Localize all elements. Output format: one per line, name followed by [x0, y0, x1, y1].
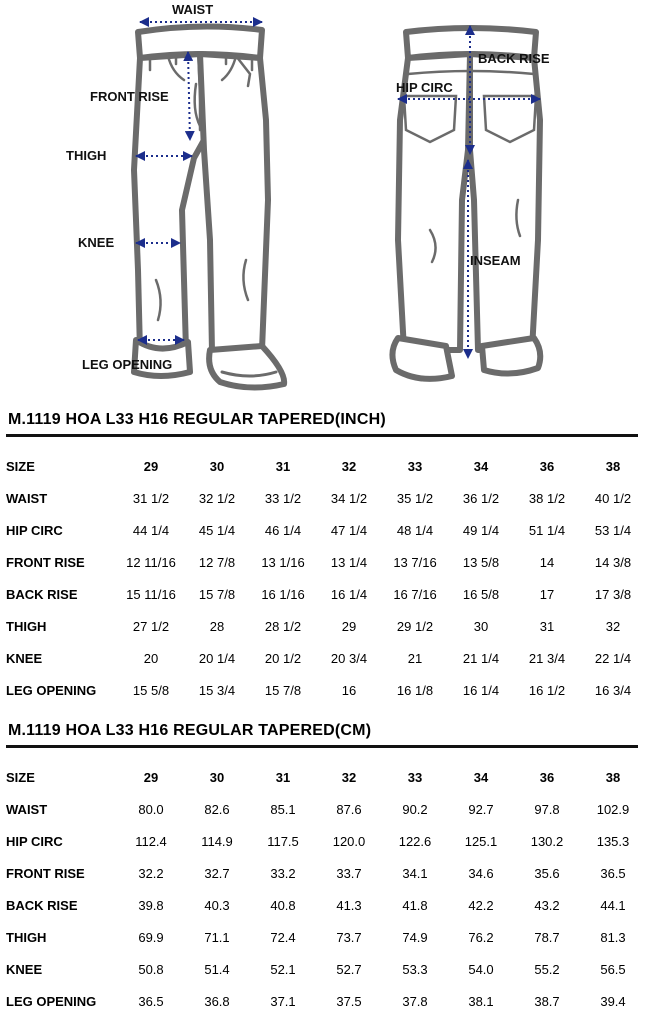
measurement-value: 38 1/2 — [528, 490, 566, 506]
size-header-cell: 31 — [275, 769, 291, 785]
measurement-value: 31 — [539, 619, 555, 635]
measurement-label: LEG OPENING — [6, 994, 97, 1010]
measurement-value: 35.6 — [534, 865, 560, 881]
measurement-value: 13 7/16 — [393, 554, 437, 570]
measurement-value: 29 1/2 — [396, 619, 434, 635]
measurement-value: 69.9 — [138, 930, 164, 946]
table-row — [0, 954, 646, 986]
size-header-row — [0, 450, 646, 482]
measurement-label: KNEE — [6, 651, 43, 667]
measurement-value: 38.7 — [534, 994, 560, 1010]
measurement-value: 15 3/4 — [198, 683, 236, 699]
size-header-cell: 32 — [341, 769, 357, 785]
measurement-value: 82.6 — [204, 801, 230, 817]
measurement-value: 15 11/16 — [126, 586, 176, 602]
measurement-value: 36.8 — [204, 994, 230, 1010]
measurement-value: 74.9 — [402, 930, 428, 946]
measurement-value: 21 3/4 — [528, 651, 566, 667]
size-header-cell: 34 — [473, 458, 489, 474]
measurement-value: 36.5 — [138, 994, 164, 1010]
measurement-value: 44.1 — [600, 897, 626, 913]
measurement-value: 92.7 — [468, 801, 494, 817]
measurement-label: HIP CIRC — [6, 522, 63, 538]
measurement-value: 112.4 — [135, 833, 167, 849]
front-view-jeans — [134, 26, 284, 387]
measurement-value: 87.6 — [336, 801, 362, 817]
size-header-cell: 30 — [209, 769, 225, 785]
measurement-value: 85.1 — [270, 801, 296, 817]
measurement-value: 130.2 — [530, 833, 564, 849]
measurement-value: 76.2 — [468, 930, 494, 946]
measurement-value: 37.8 — [402, 994, 428, 1010]
measurement-value: 32.7 — [204, 865, 230, 881]
measurement-value: 47 1/4 — [330, 522, 368, 538]
measurement-value: 125.1 — [464, 833, 498, 849]
table-row — [0, 793, 646, 825]
table-row — [0, 675, 646, 707]
measurement-value: 40.3 — [204, 897, 230, 913]
measurement-value: 51.4 — [204, 962, 230, 978]
size-header-cell: 34 — [473, 769, 489, 785]
table-row — [0, 514, 646, 546]
measurement-value: 46 1/4 — [264, 522, 302, 538]
measurement-value: 56.5 — [600, 962, 626, 978]
measurement-value: 20 — [143, 651, 159, 667]
measurement-value: 40.8 — [270, 897, 296, 913]
table-row — [0, 482, 646, 514]
table-row — [0, 921, 646, 953]
table-row — [0, 857, 646, 889]
measurement-value: 30 — [473, 619, 489, 635]
inch-size-table — [0, 450, 646, 707]
front-right-leg — [200, 54, 268, 352]
table-row — [0, 578, 646, 610]
label-inseam: INSEAM — [470, 253, 521, 268]
measurement-value: 41.3 — [336, 897, 362, 913]
measurement-value: 28 1/2 — [264, 619, 302, 635]
measurement-value: 37.5 — [336, 994, 362, 1010]
size-header-cell: 32 — [341, 458, 357, 474]
measurement-value: 34.1 — [402, 865, 428, 881]
measurement-value: 90.2 — [402, 801, 428, 817]
measurement-value: 33.7 — [336, 865, 362, 881]
measurement-value: 20 1/4 — [198, 651, 236, 667]
measurement-value: 72.4 — [270, 930, 296, 946]
back-left-shoe — [392, 338, 452, 379]
measurement-value: 15 7/8 — [264, 683, 302, 699]
measurement-value: 33 1/2 — [264, 490, 302, 506]
inch-table-body — [0, 450, 646, 707]
measurement-value: 49 1/4 — [462, 522, 500, 538]
measurement-value: 34 1/2 — [330, 490, 368, 506]
measurement-value: 43.2 — [534, 897, 560, 913]
measurement-value: 16 3/4 — [594, 683, 632, 699]
size-header-row — [0, 761, 646, 793]
measurement-value: 17 3/8 — [594, 586, 632, 602]
measurement-value: 114.9 — [201, 833, 233, 849]
measurement-value: 13 1/4 — [330, 554, 368, 570]
inch-title-rule — [6, 434, 638, 437]
measurement-value: 44 1/4 — [132, 522, 170, 538]
measurement-value: 12 7/8 — [198, 554, 236, 570]
measurement-value: 16 1/16 — [261, 586, 305, 602]
measurement-value: 73.7 — [336, 930, 362, 946]
front-right-shoe — [209, 346, 284, 388]
measurement-value: 31 1/2 — [132, 490, 170, 506]
jeans-measurement-diagram — [0, 0, 646, 400]
measurement-value: 39.4 — [600, 994, 626, 1010]
measurement-value: 34.6 — [468, 865, 494, 881]
measurement-value: 102.9 — [596, 801, 630, 817]
measurement-label: FRONT RISE — [6, 865, 85, 881]
cm-table-body — [0, 761, 646, 1018]
label-leg-opening: LEG OPENING — [82, 357, 173, 372]
measurement-label: THIGH — [6, 619, 47, 635]
size-header-cell: 30 — [209, 458, 225, 474]
cm-title-rule — [6, 745, 638, 748]
measurement-value: 38.1 — [468, 994, 494, 1010]
measurement-value: 16 — [341, 683, 357, 699]
measurement-value: 53.3 — [402, 962, 428, 978]
measurement-label: WAIST — [6, 801, 48, 817]
size-header-label: SIZE — [6, 458, 35, 474]
measurement-label: THIGH — [6, 930, 47, 946]
measurement-value: 52.1 — [270, 962, 296, 978]
measurement-value: 71.1 — [204, 930, 230, 946]
label-back-rise: BACK RISE — [478, 51, 550, 66]
measurement-value: 35 1/2 — [396, 490, 434, 506]
measurement-value: 20 3/4 — [330, 651, 368, 667]
label-waist: WAIST — [172, 2, 214, 17]
measurement-value: 29 — [341, 619, 357, 635]
measurement-value: 122.6 — [398, 833, 432, 849]
measurement-value: 21 — [407, 651, 423, 667]
measurement-value: 135.3 — [596, 833, 630, 849]
measurement-value: 50.8 — [138, 962, 164, 978]
measurement-value: 36 1/2 — [462, 490, 500, 506]
measurement-value: 48 1/4 — [396, 522, 434, 538]
measurement-label: BACK RISE — [6, 897, 78, 913]
measurement-value: 53 1/4 — [594, 522, 632, 538]
cm-size-table — [0, 761, 646, 1018]
measurement-value: 16 1/4 — [330, 586, 368, 602]
measurement-value: 51 1/4 — [528, 522, 566, 538]
measurement-value: 13 5/8 — [462, 554, 500, 570]
size-header-cell: 38 — [605, 769, 621, 785]
size-header-cell: 31 — [275, 458, 291, 474]
measurement-value: 45 1/4 — [198, 522, 236, 538]
measurement-value: 16 1/4 — [462, 683, 500, 699]
size-header-cell: 36 — [539, 769, 555, 785]
measurement-value: 12 11/16 — [126, 554, 176, 570]
measurement-value: 17 — [539, 586, 555, 602]
inch-table-title: M.1119 HOA L33 H16 REGULAR TAPERED(INCH) — [8, 411, 386, 428]
measurement-value: 117.5 — [267, 833, 299, 849]
measurement-value: 81.3 — [600, 930, 626, 946]
measurement-value: 16 1/2 — [528, 683, 566, 699]
cm-table-title: M.1119 HOA L33 H16 REGULAR TAPERED(CM) — [8, 722, 372, 739]
label-front-rise: FRONT RISE — [90, 89, 169, 104]
measurement-label: KNEE — [6, 962, 43, 978]
measurement-value: 37.1 — [270, 994, 296, 1010]
measurement-value: 27 1/2 — [132, 619, 170, 635]
measurement-label: HIP CIRC — [6, 833, 63, 849]
measurement-value: 32.2 — [138, 865, 164, 881]
measurement-value: 21 1/4 — [462, 651, 500, 667]
measurement-value: 15 5/8 — [132, 683, 170, 699]
measurement-value: 55.2 — [534, 962, 560, 978]
table-row — [0, 643, 646, 675]
measurement-value: 33.2 — [270, 865, 296, 881]
measurement-value: 22 1/4 — [594, 651, 632, 667]
measurement-value: 14 — [539, 554, 555, 570]
measurement-value: 20 1/2 — [264, 651, 302, 667]
measurement-value: 36.5 — [600, 865, 626, 881]
size-header-label: SIZE — [6, 769, 35, 785]
table-row — [0, 889, 646, 921]
label-thigh: THIGH — [66, 148, 107, 163]
measurement-value: 41.8 — [402, 897, 428, 913]
size-header-cell: 36 — [539, 458, 555, 474]
measurement-value: 39.8 — [138, 897, 164, 913]
label-hip-circ: HIP CIRC — [396, 80, 453, 95]
measurement-value: 52.7 — [336, 962, 362, 978]
size-header-cell: 33 — [407, 458, 423, 474]
table-row — [0, 610, 646, 642]
measurement-value: 120.0 — [332, 833, 366, 849]
measurement-value: 54.0 — [468, 962, 494, 978]
measurement-value: 28 — [209, 619, 225, 635]
measurement-value: 80.0 — [138, 801, 164, 817]
measurement-value: 40 1/2 — [594, 490, 632, 506]
table-row — [0, 825, 646, 857]
size-header-cell: 29 — [143, 458, 159, 474]
measurement-value: 42.2 — [468, 897, 494, 913]
measurement-value: 32 — [605, 619, 621, 635]
table-row — [0, 986, 646, 1018]
size-header-cell: 29 — [143, 769, 159, 785]
measurement-label: LEG OPENING — [6, 683, 97, 699]
measurement-value: 14 3/8 — [594, 554, 632, 570]
table-row — [0, 546, 646, 578]
measurement-label: WAIST — [6, 490, 48, 506]
measurement-value: 32 1/2 — [198, 490, 236, 506]
label-knee: KNEE — [78, 235, 115, 250]
measurement-value: 16 7/16 — [393, 586, 437, 602]
size-header-cell: 38 — [605, 458, 621, 474]
measurement-value: 78.7 — [534, 930, 560, 946]
measurement-value: 97.8 — [534, 801, 560, 817]
back-right-shoe — [482, 338, 540, 374]
measurement-value: 15 7/8 — [198, 586, 236, 602]
size-header-cell: 33 — [407, 769, 423, 785]
measurement-label: FRONT RISE — [6, 554, 85, 570]
measurement-value: 16 5/8 — [462, 586, 500, 602]
measurement-value: 13 1/16 — [261, 554, 305, 570]
measurement-value: 16 1/8 — [396, 683, 434, 699]
measurement-label: BACK RISE — [6, 586, 78, 602]
